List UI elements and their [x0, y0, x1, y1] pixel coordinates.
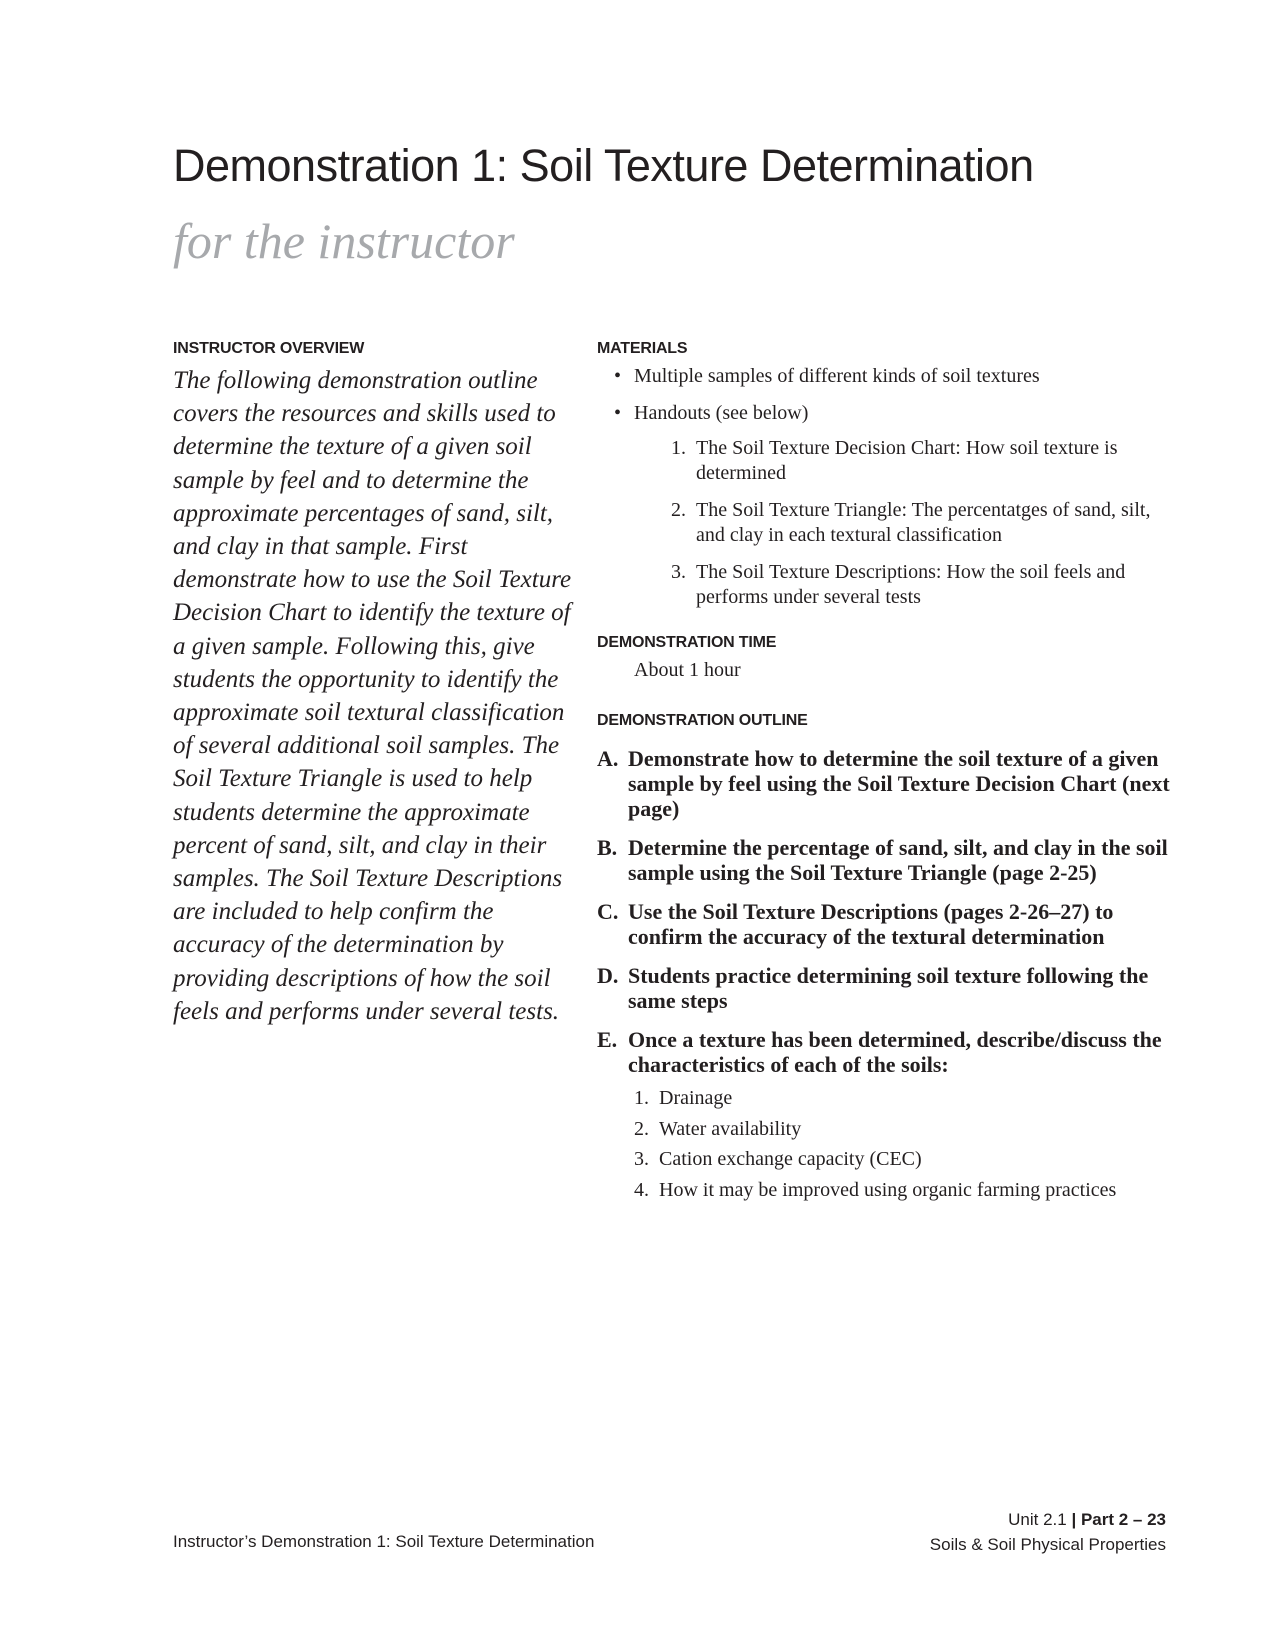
outline-item: [597, 835, 1177, 885]
outline-item: [597, 1027, 1177, 1205]
outline-letter: E.: [597, 1027, 618, 1052]
demonstration-time-value: About 1 hour: [634, 659, 741, 681]
soil-characteristics-list: [628, 1083, 1177, 1205]
handout-number: 3.: [671, 561, 686, 583]
footer-unit-line: [930, 1507, 1166, 1532]
footer-separator: |: [1071, 1510, 1077, 1529]
instructor-overview-section: [173, 340, 573, 1028]
overview-text: The following demonstration outline covers the resources and skills used to determine the texture of a given soil sample by feel and to determine the approximate percentages of sand, silt, and clay in that sample. First demonstrate how to use the Soil Texture Decision Chart to identify the texture of a given sample. Following this, give students the opportunity to identify the approximate soil textural classification of several additional soil samples. The Soil Texture Triangle is used to help students determine the approximate percent of sand, silt, and clay in their samples. The Soil Texture Descriptions are included to help confirm the accuracy of the determination by providing descriptions of how the soil feels and performs under several tests.: [173, 367, 572, 1025]
footer-section: Soils & Soil Physical Properties: [929, 1535, 1166, 1554]
outline-item: [597, 899, 1177, 949]
outline-letter: B.: [597, 835, 618, 860]
list-item: [597, 401, 1177, 610]
characteristic-text: Cation exchange capacity (CEC): [659, 1148, 922, 1170]
handout-text: The Soil Texture Triangle: The percentatges of sand, silt, and clay in each textural classification: [696, 499, 1151, 546]
bullet-icon: •: [614, 402, 622, 424]
page-title: Demonstration 1: Soil Texture Determination: [173, 140, 1034, 191]
demonstration-time-heading: DEMONSTRATION TIME: [597, 634, 777, 651]
material-text: Multiple samples of different kinds of soil textures: [634, 365, 1040, 387]
materials-list: [597, 364, 1177, 610]
outline-letter: A.: [597, 746, 619, 771]
handout-number: 2.: [671, 499, 686, 521]
list-item: [597, 364, 1177, 389]
materials-heading: MATERIALS: [597, 340, 688, 357]
handout-text: The Soil Texture Descriptions: How the soil feels and performs under several tests: [696, 561, 1126, 608]
handout-text: The Soil Texture Decision Chart: How soil texture is determined: [696, 437, 1118, 484]
handout-item: [634, 498, 1177, 548]
right-column: [597, 340, 1177, 1219]
characteristic-item: [628, 1175, 1177, 1206]
page-subtitle: for the instructor: [173, 213, 515, 269]
demonstration-outline-heading: DEMONSTRATION OUTLINE: [597, 712, 808, 729]
bullet-icon: •: [614, 365, 622, 387]
footer-page-info: [930, 1507, 1166, 1557]
overview-heading: INSTRUCTOR OVERVIEW: [173, 340, 365, 357]
outline-text: Determine the percentage of sand, silt, and clay in the soil sample using the Soil Texture Triangle (page 2-25): [628, 835, 1168, 885]
footer-unit: Unit 2.1: [1008, 1510, 1067, 1529]
characteristic-text: Water availability: [659, 1117, 802, 1140]
footer-page-number: Part 2 – 23: [1080, 1510, 1166, 1529]
outline-text: Use the Soil Texture Descriptions (pages 2-26–27) to confirm the accuracy of the textural determination: [628, 899, 1114, 949]
outline-letter: C.: [597, 899, 619, 924]
handout-item: [634, 436, 1177, 486]
outline-text: Demonstrate how to determine the soil texture of a given sample by feel using the Soil Texture Decision Chart (next page): [628, 746, 1170, 821]
outline-list: [597, 746, 1177, 1205]
outline-text: Students practice determining soil texture following the same steps: [628, 963, 1149, 1013]
outline-item: [597, 746, 1177, 821]
material-text: Handouts (see below): [634, 402, 809, 424]
characteristic-text: How it may be improved using organic farming practices: [659, 1178, 1117, 1201]
characteristic-text: Drainage: [659, 1087, 733, 1109]
characteristic-number: 4.: [634, 1178, 649, 1201]
characteristic-number: 2.: [634, 1117, 649, 1140]
handout-item: [634, 560, 1177, 610]
characteristic-item: [628, 1144, 1177, 1175]
outline-letter: D.: [597, 963, 619, 988]
characteristic-item: [628, 1114, 1177, 1145]
outline-item: [597, 963, 1177, 1013]
handout-number: 1.: [671, 437, 686, 459]
characteristic-number: 3.: [634, 1148, 649, 1170]
handouts-list: [634, 436, 1177, 610]
outline-text: Once a texture has been determined, describe/discuss the characteristics of each of the soils:: [628, 1027, 1162, 1077]
footer-document-title: Instructor’s Demonstration 1: Soil Texture Determination: [173, 1532, 595, 1551]
characteristic-item: [628, 1083, 1177, 1114]
characteristic-number: 1.: [634, 1087, 649, 1109]
